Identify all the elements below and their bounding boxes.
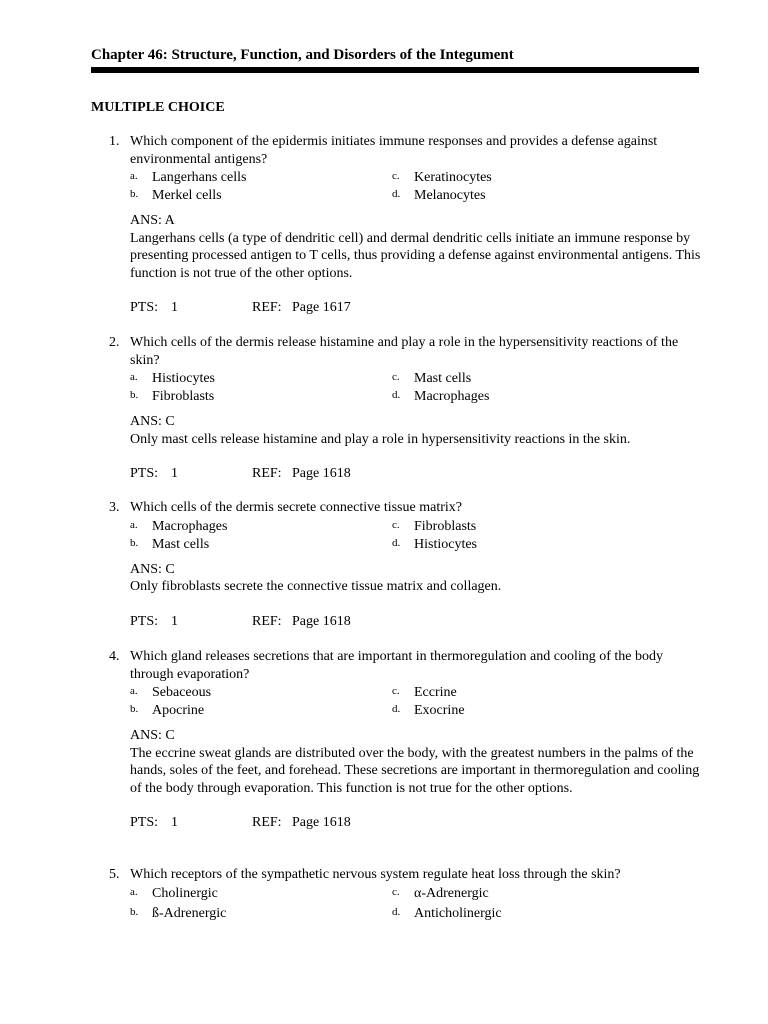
answer-options (130, 517, 701, 553)
option-letter: a. (130, 371, 138, 383)
option-letter: d. (392, 389, 401, 401)
pts-label: PTS: (130, 300, 159, 315)
question-text: Which component of the epidermis initiates immune responses and provides a defense against environmental antigens? (130, 134, 658, 167)
option-text: Mast cells (414, 371, 472, 386)
option-text: Keratinocytes (414, 170, 492, 185)
option-letter: b. (130, 389, 139, 401)
option-b (130, 387, 214, 405)
ref-value: Page 1618 (292, 466, 351, 481)
option-text: Merkel cells (152, 188, 222, 203)
points-reference-line (130, 465, 701, 483)
option-c (392, 683, 457, 701)
option-letter: b. (130, 536, 139, 549)
question-stem (91, 133, 701, 168)
answer-key: ANS: C (130, 414, 175, 429)
answer-key: ANS: C (130, 728, 175, 743)
option-a (130, 683, 211, 701)
option-letter: a. (130, 518, 138, 531)
answer-options (130, 884, 701, 920)
option-text: Macrophages (414, 389, 490, 404)
ref-value: Page 1618 (292, 613, 351, 629)
answer-options (130, 683, 701, 719)
question-number: 2. (109, 335, 120, 350)
option-letter: b. (130, 188, 139, 200)
chapter-title: Chapter 46: Structure, Function, and Disorders of the Integument (91, 47, 514, 63)
option-c (392, 168, 492, 186)
option-letter: b. (130, 703, 139, 715)
question-2 (91, 334, 701, 483)
answer-block (130, 212, 701, 282)
question-number: 1. (109, 134, 120, 149)
rationale: Langerhans cells (a type of dendritic cell) and dermal dendritic cells initiate an immune response by presenting processed antigen to T cells, thus providing a defense against environmental antigens. This function is not true of the other options. (130, 230, 701, 281)
option-a (130, 369, 215, 387)
section-heading: MULTIPLE CHOICE (91, 100, 225, 115)
option-letter: d. (392, 536, 401, 549)
question-5 (91, 866, 701, 920)
ref-label: REF: (252, 815, 282, 830)
rationale: Only fibroblasts secrete the connective tissue matrix and collagen. (130, 579, 502, 594)
pts-value: 1 (171, 300, 178, 315)
option-b (130, 535, 209, 553)
option-text: Histiocytes (414, 536, 477, 552)
answer-options (130, 168, 701, 204)
question-number: 5. (109, 867, 120, 882)
question-number: 4. (109, 649, 120, 664)
option-text: Fibroblasts (414, 518, 477, 534)
option-c (392, 517, 476, 535)
question-text: Which cells of the dermis release histamine and play a role in the hypersensitivity reactions of the skin? (130, 335, 679, 368)
option-text: Sebaceous (152, 685, 212, 700)
option-text: ß-Adrenergic (152, 905, 227, 921)
option-b (130, 186, 222, 204)
points-reference-line (130, 299, 701, 317)
option-d (392, 535, 477, 553)
answer-key: ANS: C (130, 561, 175, 577)
question-text: Which gland releases secretions that are important in thermoregulation and cooling of the body through evaporation? (130, 649, 663, 682)
option-letter: c. (392, 885, 400, 898)
option-text: Melanocytes (414, 188, 486, 203)
option-text: Exocrine (414, 703, 465, 718)
question-text: Which cells of the dermis secrete connective tissue matrix? (130, 500, 462, 515)
ref-label: REF: (252, 466, 282, 481)
question-1 (91, 133, 701, 317)
question-3 (91, 499, 701, 631)
ref-value: Page 1618 (292, 815, 351, 830)
option-text: Anticholinergic (414, 905, 502, 921)
option-d (392, 701, 465, 719)
question-stem (91, 334, 701, 369)
ref-label: REF: (252, 300, 282, 315)
option-letter: c. (392, 518, 400, 531)
points-reference-line (130, 613, 701, 631)
option-text: Langerhans cells (152, 170, 247, 185)
question-stem (91, 499, 701, 517)
option-text: α-Adrenergic (414, 885, 489, 901)
question-text: Which receptors of the sympathetic nervous system regulate heat loss through the skin? (130, 867, 621, 882)
option-letter: d. (392, 905, 401, 918)
option-text: Apocrine (152, 703, 205, 718)
option-letter: a. (130, 885, 138, 898)
option-letter: a. (130, 685, 138, 697)
option-letter: a. (130, 170, 138, 182)
ref-label: REF: (252, 613, 282, 629)
answer-block (130, 561, 701, 596)
option-a (130, 168, 246, 186)
option-c (392, 884, 489, 902)
option-text: Eccrine (414, 685, 457, 700)
option-letter: c. (392, 371, 400, 383)
answer-key: ANS: A (130, 213, 175, 228)
option-letter: d. (392, 188, 401, 200)
answer-block (130, 727, 701, 797)
option-a (130, 517, 227, 535)
question-4 (91, 648, 701, 832)
ref-value: Page 1617 (292, 300, 351, 315)
option-d (392, 186, 486, 204)
option-text: Cholinergic (152, 885, 218, 901)
option-text: Histiocytes (152, 371, 215, 386)
question-stem (91, 648, 701, 683)
option-letter: d. (392, 703, 401, 715)
answer-options (130, 369, 701, 405)
pts-label: PTS: (130, 466, 159, 481)
option-text: Fibroblasts (152, 389, 215, 404)
option-a (130, 884, 218, 902)
option-text: Mast cells (152, 536, 210, 552)
option-letter: c. (392, 170, 400, 182)
option-text: Macrophages (152, 518, 228, 534)
title-rule (91, 67, 699, 73)
option-c (392, 369, 471, 387)
rationale: Only mast cells release histamine and play a role in hypersensitivity reactions in the skin. (130, 431, 631, 447)
answer-block (130, 413, 701, 448)
option-letter: b. (130, 905, 139, 918)
pts-label: PTS: (130, 815, 159, 830)
pts-label: PTS: (130, 613, 159, 629)
question-number: 3. (109, 500, 120, 515)
option-b (130, 904, 226, 922)
pts-value: 1 (171, 613, 178, 629)
pts-value: 1 (171, 815, 178, 830)
rationale: The eccrine sweat glands are distributed over the body, with the greatest numbers in the palms of the hands, soles of the feet, and forehead. These secretions are important in thermoregulation and cooling of the body through evaporation. This function is not true for the other options. (130, 745, 700, 796)
option-b (130, 701, 204, 719)
question-stem (91, 866, 701, 884)
option-letter: c. (392, 685, 400, 697)
option-d (392, 904, 502, 922)
points-reference-line (130, 814, 701, 832)
pts-value: 1 (171, 466, 178, 481)
option-d (392, 387, 489, 405)
